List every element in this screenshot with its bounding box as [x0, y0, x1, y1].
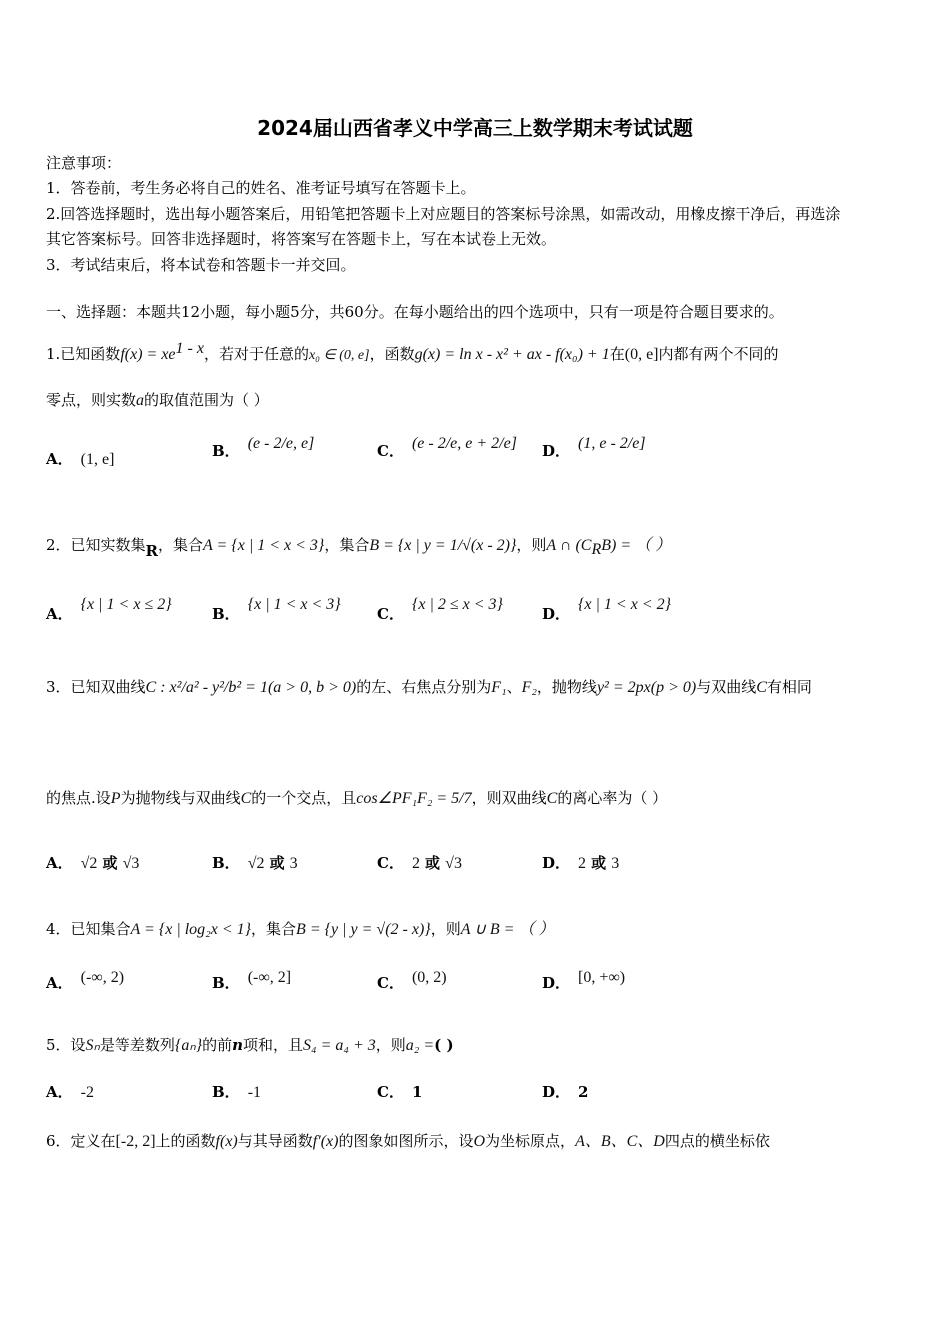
q4-line1: 4．已知集合A = {x | log₂x < 1}，集合B = {y | y = √(2 - x)}，则A ∪ B = （ ） [46, 920, 555, 938]
q1-option-c[interactable]: C． (e - 2/e, e + 2/e] [377, 435, 517, 460]
q5-option-b[interactable]: B． -1 [212, 1083, 262, 1101]
q2-line1: 2．已知实数集R，集合A = {x | 1 < x < 3}，集合B = {x | y = 1/√(x - 2)}，则A ∩ $(C_RB)$ = （ ） [46, 536, 672, 560]
q4-option-b[interactable]: B． (-∞, 2] [212, 969, 292, 992]
q1-line2: 零点，则实数a的取值范围为（ ） [46, 391, 269, 409]
page-title: 2024届山西省孝义中学高三上数学期末考试试题 [257, 116, 693, 140]
q3-line1: 3．已知双曲线C : x²/a² - y²/b² = 1(a > 0, b > 0)的左、右焦点分别为F₁、F₂，抛物线y² = 2px(p > 0)与双曲线C有相同 [46, 678, 812, 696]
q2-option-c[interactable]: C．{x | 2 ≤ x < 3} [377, 596, 503, 623]
q4-option-a[interactable]: A． (-∞, 2) [46, 969, 125, 992]
section-heading: 一、选择题：本题共12小题，每小题5分，共60分。在每小题给出的四个选项中，只有一项是符合题目要求的。 [46, 303, 784, 321]
notice-item: 3．考试结束后，将本试卷和答题卡一并交回。 [46, 256, 356, 274]
q5-option-a[interactable]: A． -2 [46, 1083, 94, 1101]
notice-item: 1．答卷前，考生务必将自己的姓名、准考证号填写在答题卡上。 [46, 179, 476, 197]
notice-heading: 注意事项： [46, 154, 122, 172]
q2-option-d[interactable]: D．{x | 1 < x < 2} [542, 596, 672, 623]
notice-item: 2.回答选择题时，选出每小题答案后，用铅笔把答题卡上对应题目的答案标号涂黑，如需改动，用橡皮擦干净后，再选涂 [46, 205, 841, 223]
q4-option-c[interactable]: C． (0, 2) [377, 969, 447, 992]
notice-item: 其它答案标号。回答非选择题时，将答案写在答题卡上，写在本试卷上无效。 [46, 230, 557, 248]
q3-option-c[interactable]: C． 2 或 √3 [377, 854, 462, 872]
q3-option-d[interactable]: D． 2 或 3 [542, 854, 620, 872]
q3-option-b[interactable]: B． √2 或 3 [212, 854, 298, 872]
q6-line1: 6．定义在[-2, 2]上的函数f(x)与其导函数f′(x)的图象如图所示，设O为坐标原点，A、B、C、D四点的横坐标依 [46, 1132, 770, 1150]
q3-option-a[interactable]: A． √2 或 √3 [46, 854, 140, 872]
q1-option-d[interactable]: D． (1, e - 2/e] [542, 435, 646, 460]
q5-line1: 5．设Sₙ是等差数列{aₙ}的前n项和，且S₄ = a₄ + 3，则a₂ =( ) [46, 1036, 454, 1054]
q2-option-a[interactable]: A．{x | 1 < x ≤ 2} [46, 596, 172, 623]
q2-option-b[interactable]: B．{x | 1 < x < 3} [212, 596, 341, 623]
q1-line1: 1.已知函数$f(x) = xe^{1 - x}$，若对于任意的x₀ ∈ (0, e]，函数g(x) = ln x - x² + ax - f(x₀) + 1在(0, e]内都有两个不同的 [46, 340, 779, 363]
q5-option-d[interactable]: D． 2 [542, 1083, 589, 1101]
q4-option-d[interactable]: D． [0, +∞) [542, 969, 626, 992]
q5-option-c[interactable]: C． 1 [377, 1083, 423, 1101]
q3-line2: 的焦点.设P为抛物线与双曲线C的一个交点，且cos∠PF₁F₂ = 5/7，则双曲线C的离心率为（ ） [46, 789, 668, 807]
q1-option-b[interactable]: B． (e - 2/e, e] [212, 435, 315, 460]
q1-option-a[interactable]: A． (1, e] [46, 450, 115, 468]
